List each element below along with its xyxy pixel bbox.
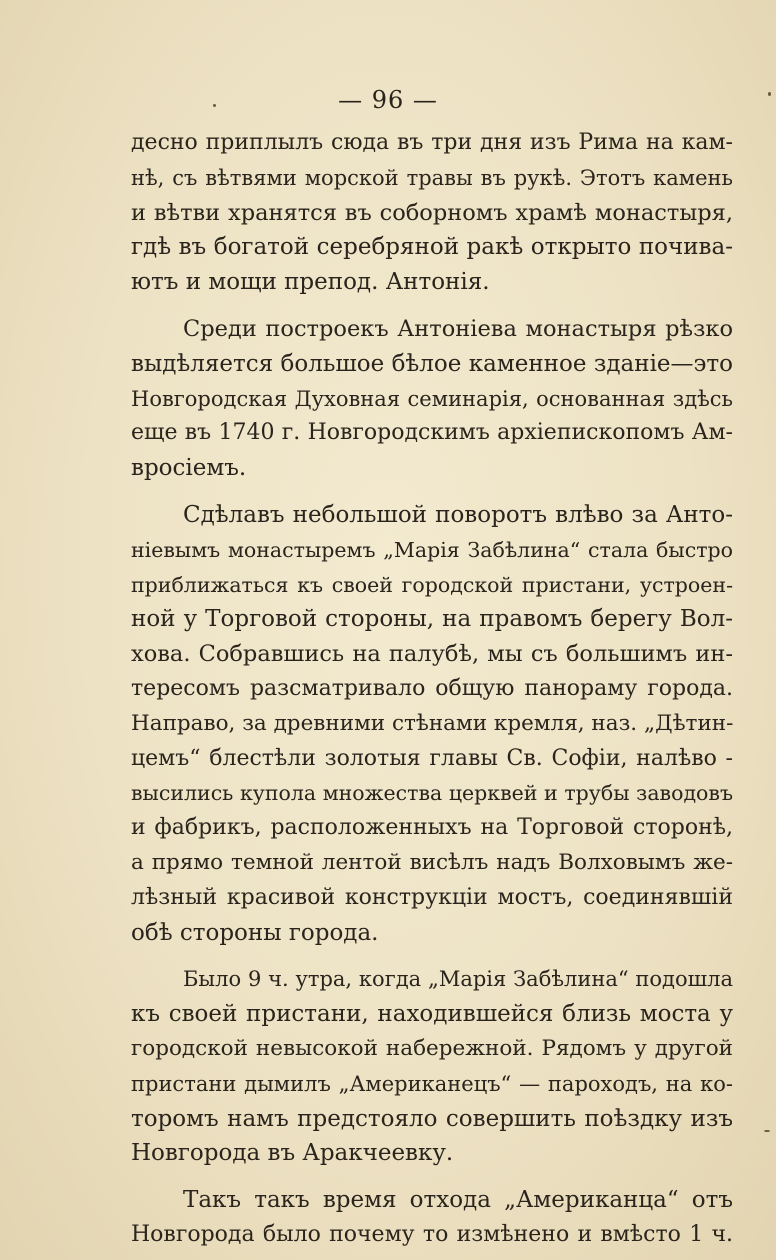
text-line: торомъ намъ предстояло совершить поѣздку изъ	[131, 1105, 733, 1132]
paragraph-1	[131, 126, 733, 300]
text-line: тересомъ разсматривало общую панораму города.	[131, 675, 733, 701]
text-line: Новгородская Духовная семинарія, основанная здѣсь	[131, 386, 733, 411]
text-line: и вѣтви хранятся въ соборномъ храмѣ монастыря,	[131, 199, 733, 226]
paragraph-3	[131, 498, 733, 950]
text-line: Новгорода въ Аракчеевку.	[131, 1140, 454, 1167]
print-speck	[764, 1130, 770, 1132]
paragraph-4	[131, 962, 733, 1171]
text-line: городской невысокой набережной. Рядомъ у другой	[131, 1035, 733, 1061]
text-line: ютъ и мощи препод. Антонія.	[131, 269, 490, 296]
text-line: выдѣляется большое бѣлое каменное зданіе—это	[131, 350, 733, 377]
text-line: обѣ стороны города.	[131, 919, 379, 946]
text-line: Было 9 ч. утра, когда „Марія Забѣлина“ подошла	[183, 967, 733, 992]
page-number: — 96 —	[338, 86, 438, 114]
body-text	[131, 126, 733, 1260]
print-speck	[213, 104, 216, 107]
text-line: высились купола множества церквей и трубы заводовъ	[131, 781, 733, 806]
text-line: приближаться къ своей городской пристани, устроен-	[131, 572, 733, 597]
text-line: вросіемъ.	[131, 455, 247, 482]
paragraph-2	[131, 312, 733, 486]
text-line: Такъ такъ время отхода „Американца“ отъ	[183, 1187, 733, 1214]
text-line: Среди построекъ Антоніева монастыря рѣзко	[183, 315, 733, 342]
text-line: Направо, за древними стѣнами кремля, наз. „Дѣтин-	[131, 710, 734, 736]
text-line: ной у Торговой стороны, на правомъ берегу Вол-	[131, 606, 733, 633]
text-line: гдѣ въ богатой серебряной ракѣ открыто почива-	[131, 234, 733, 261]
text-line: хова. Собравшись на палубѣ, мы съ большимъ ин-	[131, 641, 733, 668]
text-line: пристани дымилъ „Американецъ“ — пароходъ, на ко-	[131, 1071, 733, 1096]
text-line: къ своей пристани, находившейся близь моста у	[131, 1001, 733, 1028]
text-line: Сдѣлавъ небольшой поворотъ влѣво за Анто-	[183, 501, 733, 528]
print-speck	[768, 92, 771, 96]
paragraph-5	[131, 1183, 733, 1253]
text-line: лѣзный красивой конструкціи мостъ, соединявшій	[131, 884, 733, 910]
text-line: еще въ 1740 г. Новгородскимъ архіепископомъ Ам-	[131, 420, 733, 446]
text-line: десно приплылъ сюда въ три дня изъ Рима на кам-	[131, 130, 733, 155]
text-line: и фабрикъ, расположенныхъ на Торговой сторонѣ,	[131, 815, 733, 841]
text-line: Новгорода было почему то измѣнено и вмѣсто 1 ч.	[131, 1221, 733, 1247]
text-line: а прямо темной лентой висѣлъ надъ Волховымъ же-	[131, 849, 733, 875]
text-line: цемъ“ блестѣли золотыя главы Св. Софіи, налѣво -	[131, 745, 733, 771]
text-line: ніевымъ монастыремъ „Марія Забѣлина“ стала быстро	[131, 537, 733, 562]
text-line: нѣ, съ вѣтвями морской травы въ рукѣ. Этотъ камень	[131, 165, 733, 190]
